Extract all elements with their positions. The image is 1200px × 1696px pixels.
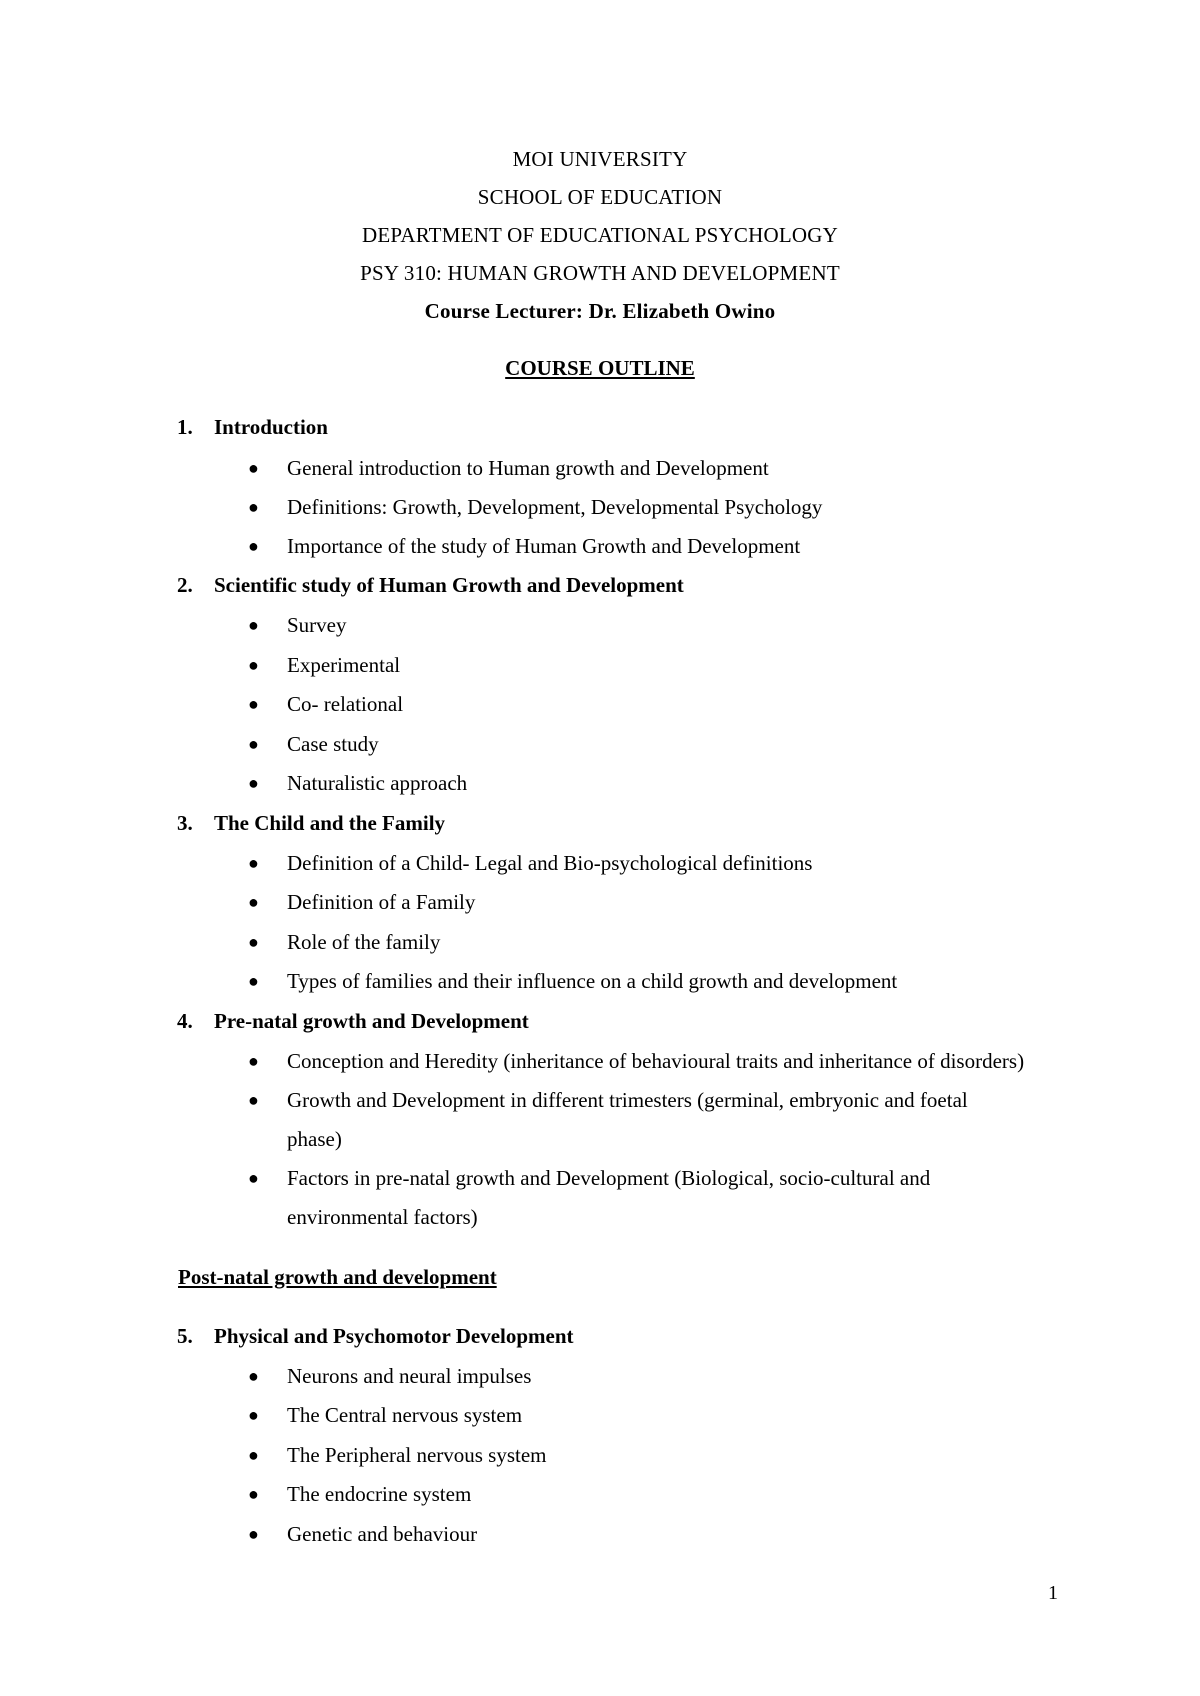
bullet-icon: ●	[248, 932, 259, 952]
section-title: The Child and the Family	[214, 811, 446, 835]
section-number: 1.	[177, 415, 193, 439]
bullet-icon: ●	[248, 971, 259, 991]
bullet-icon: ●	[248, 694, 259, 714]
bullet-icon: ●	[248, 853, 259, 873]
bullet-icon: ●	[248, 734, 259, 754]
section-title: Pre-natal growth and Development	[214, 1009, 529, 1033]
document-page: MOI UNIVERSITY SCHOOL OF EDUCATION DEPARTMENT OF EDUCATIONAL PSYCHOLOGY PSY 310: HUMAN GROWTH AND DEVELOPMENT Course Lecturer: Dr. Elizabeth Owino COURSE OUTLINE 1. Introduction ● General introduction to Human growth and Development ● Definitions: Growth, Development, Developmental Psychology ● Importance of the study of Human Growth and Development 2. Scientific study of Human Growth and Development ● Survey ● Experimental ● Co- relational ● Case study ● Naturalistic approach 3. The Child and the Family ● Definition of a Child- Legal and Bio-psychological definitions ● Definition of a Family ● Role of the family ● Types of families and their influence on a child growth and development 4. Pre-natal growth and Development ● Conception and Heredity (inheritance of behavioural traits and inheritance of disorders) ● Growth and Development in different trimesters (germinal, embryonic and foetal phase) ● Factors in pre-natal growth and Development (Biological, socio-cultural and environmental factors) Post-natal growth and development 5. Physical and Psychomotor Development ● Neurons and neural impulses ● The Central nervous system ● The Peripheral nervous system ● The endocrine system ● Genetic and behaviour 1	[0, 0, 1200, 1696]
bullet-icon: ●	[248, 1366, 259, 1386]
subheading-post-natal: Post-natal growth and development	[178, 1265, 497, 1289]
bullet-icon: ●	[248, 1484, 259, 1504]
bullet-icon: ●	[248, 615, 259, 635]
school-name: SCHOOL OF EDUCATION	[477, 185, 723, 209]
bullet-icon: ●	[248, 773, 259, 793]
bullet-icon: ●	[248, 497, 259, 517]
section-number: 2.	[177, 573, 193, 597]
university-name: MOI UNIVERSITY	[512, 147, 688, 171]
section-title: Physical and Psychomotor Development	[214, 1324, 574, 1348]
document-header	[0, 140, 1200, 330]
bullet-icon: ●	[248, 1051, 259, 1071]
page-number: 1	[1048, 1582, 1058, 1604]
course-title: PSY 310: HUMAN GROWTH AND DEVELOPMENT	[360, 261, 840, 285]
section-title: Introduction	[214, 415, 328, 439]
bullet-icon: ●	[248, 655, 259, 675]
section-number: 4.	[177, 1009, 193, 1033]
outline-title: COURSE OUTLINE	[505, 356, 695, 380]
department-name: DEPARTMENT OF EDUCATIONAL PSYCHOLOGY	[362, 223, 838, 247]
bullet-icon: ●	[248, 1524, 259, 1544]
section-number: 3.	[177, 811, 193, 835]
bullet-icon: ●	[248, 1405, 259, 1425]
bullet-icon: ●	[248, 1168, 259, 1188]
section-title: Scientific study of Human Growth and Development	[214, 573, 684, 597]
bullet-icon: ●	[248, 1445, 259, 1465]
course-lecturer: Course Lecturer: Dr. Elizabeth Owino	[424, 299, 776, 323]
bullet-icon: ●	[248, 1090, 259, 1110]
section-number: 5.	[177, 1324, 193, 1348]
bullet-icon: ●	[248, 536, 259, 556]
bullet-icon: ●	[248, 458, 259, 478]
bullet-icon: ●	[248, 892, 259, 912]
